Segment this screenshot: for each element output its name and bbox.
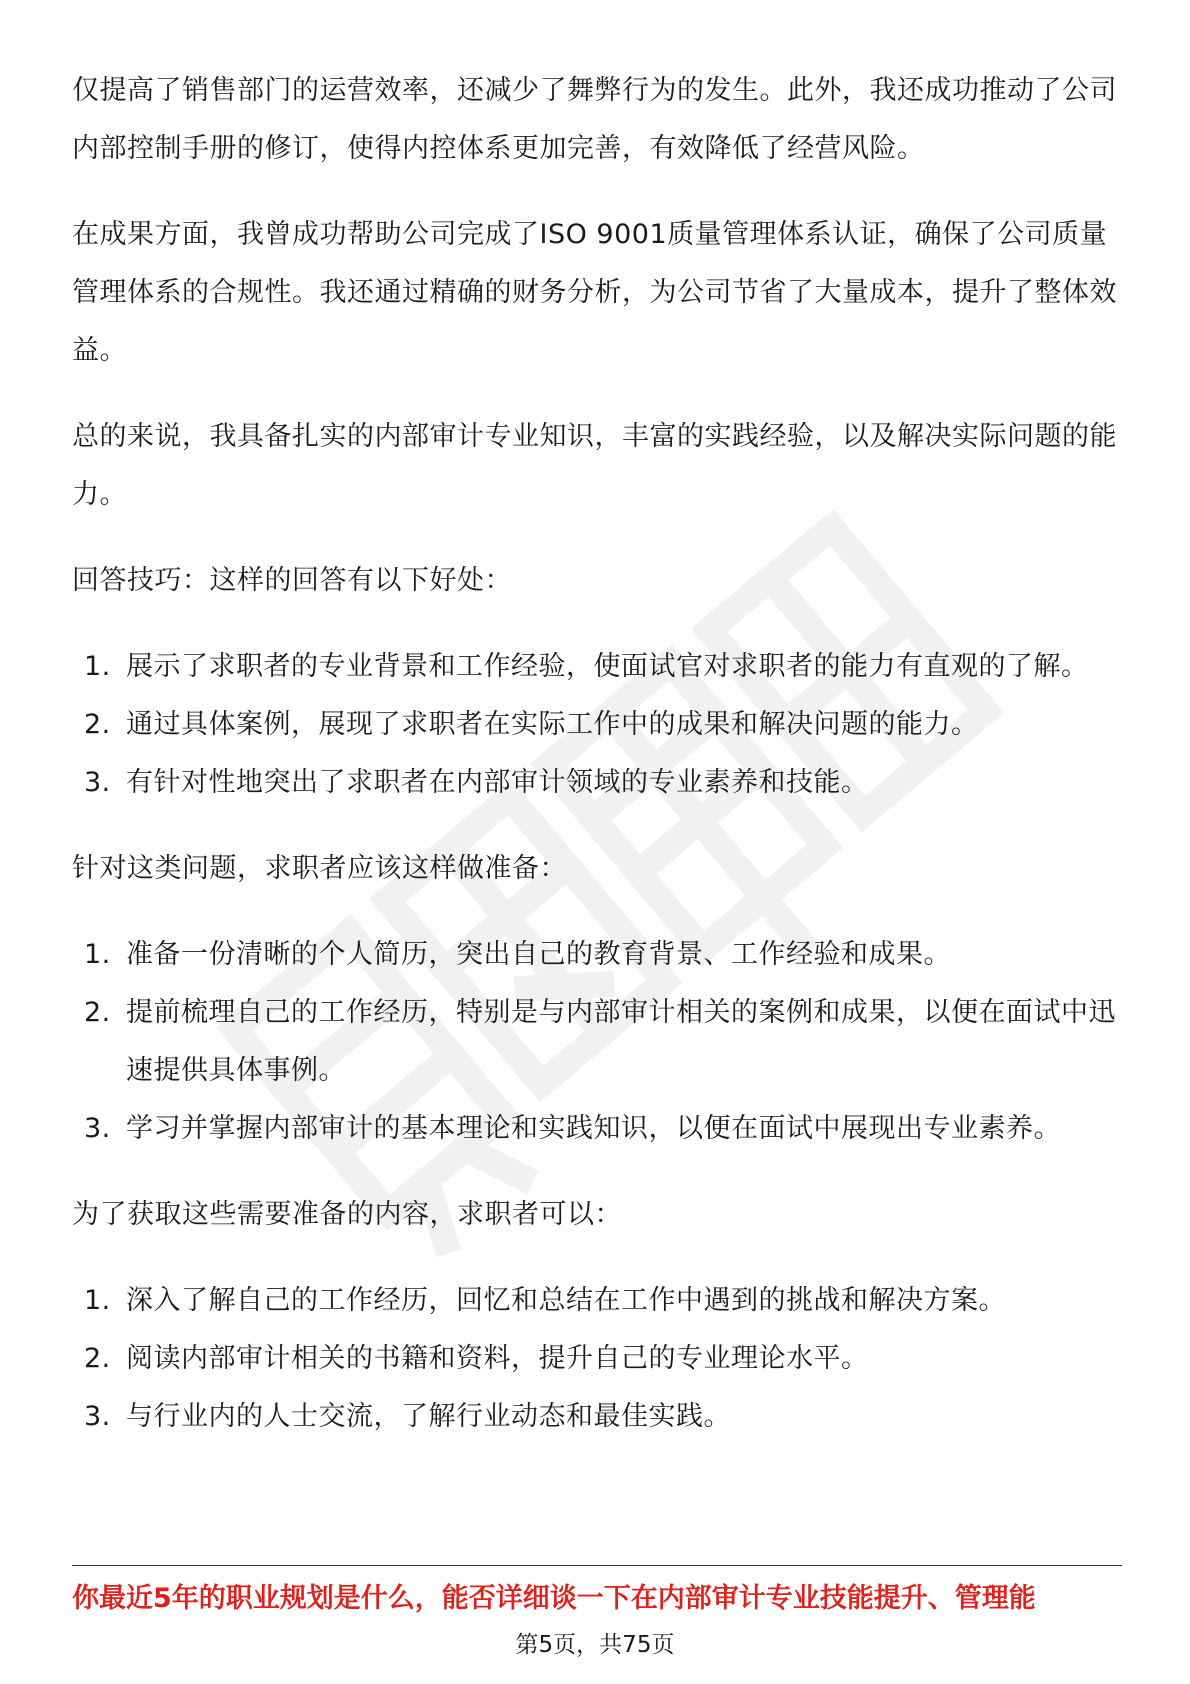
list-item-text: 展示了求职者的专业背景和工作经验，使面试官对求职者的能力有直观的了解。 — [126, 651, 1089, 682]
list-item — [72, 754, 1122, 812]
paragraph: 仅提高了销售部门的运营效率，还减少了舞弊行为的发生。此外，我还成功推动了公司内部控制手册的修订，使得内控体系更加完善，有效降低了经营风险。 — [72, 75, 1117, 164]
list-item-number: 3. — [84, 767, 111, 798]
list-item-text: 有针对性地突出了求职者在内部审计领域的专业素养和技能。 — [126, 767, 869, 798]
list-item — [72, 1388, 1122, 1446]
numbered-list — [72, 926, 1122, 1158]
list-item-text: 深入了解自己的工作经历，回忆和总结在工作中遇到的挑战和解决方案。 — [126, 1285, 1006, 1316]
paragraph: 在成果方面，我曾成功帮助公司完成了ISO 9001质量管理体系认证，确保了公司质量管理体系的合规性。我还通过精确的财务分析，为公司节省了大量成本，提升了整体效益。 — [72, 219, 1117, 366]
list-item — [72, 1272, 1122, 1330]
list-item-number: 3. — [84, 1401, 111, 1432]
list-item-number: 2. — [84, 1343, 111, 1374]
list-item-number: 1. — [84, 939, 111, 970]
list-item-text: 学习并掌握内部审计的基本理论和实践知识，以便在面试中展现出专业素养。 — [126, 1113, 1061, 1144]
footer-divider — [72, 1565, 1122, 1566]
numbered-list — [72, 1272, 1122, 1446]
list-item-text: 提前梳理自己的工作经历，特别是与内部审计相关的案例和成果，以便在面试中迅速提供具体事例。 — [126, 997, 1116, 1086]
list-item-number: 3. — [84, 1113, 111, 1144]
paragraph: 总的来说，我具备扎实的内部审计专业知识，丰富的实践经验，以及解决实际问题的能力。 — [72, 421, 1117, 510]
list-item-number: 2. — [84, 709, 111, 740]
list-item-text: 准备一份清晰的个人简历，突出自己的教育背景、工作经验和成果。 — [126, 939, 951, 970]
list-item-text: 与行业内的人士交流，了解行业动态和最佳实践。 — [126, 1401, 731, 1432]
list-item — [72, 1100, 1122, 1158]
list-item — [72, 696, 1122, 754]
document-body — [72, 62, 1122, 1474]
list-item — [72, 638, 1122, 696]
list-item-number: 2. — [84, 997, 111, 1028]
list-item-text: 阅读内部审计相关的书籍和资料，提升自己的专业理论水平。 — [126, 1343, 869, 1374]
paragraph: 回答技巧：这样的回答有以下好处： — [72, 565, 512, 596]
paragraph: 为了获取这些需要准备的内容，求职者可以： — [72, 1199, 622, 1230]
list-item-number: 1. — [84, 651, 111, 682]
list-item — [72, 926, 1122, 984]
list-item — [72, 1330, 1122, 1388]
page-number: 第5页，共75页 — [515, 1632, 675, 1658]
next-question-heading: 你最近5年的职业规划是什么，能否详细谈一下在内部审计专业技能提升、管理能 — [72, 1583, 1036, 1614]
paragraph: 针对这类问题，求职者应该这样做准备： — [72, 853, 567, 884]
list-item — [72, 984, 1122, 1100]
list-item-number: 1. — [84, 1285, 111, 1316]
list-item-text: 通过具体案例，展现了求职者在实际工作中的成果和解决问题的能力。 — [126, 709, 979, 740]
numbered-list — [72, 638, 1122, 812]
